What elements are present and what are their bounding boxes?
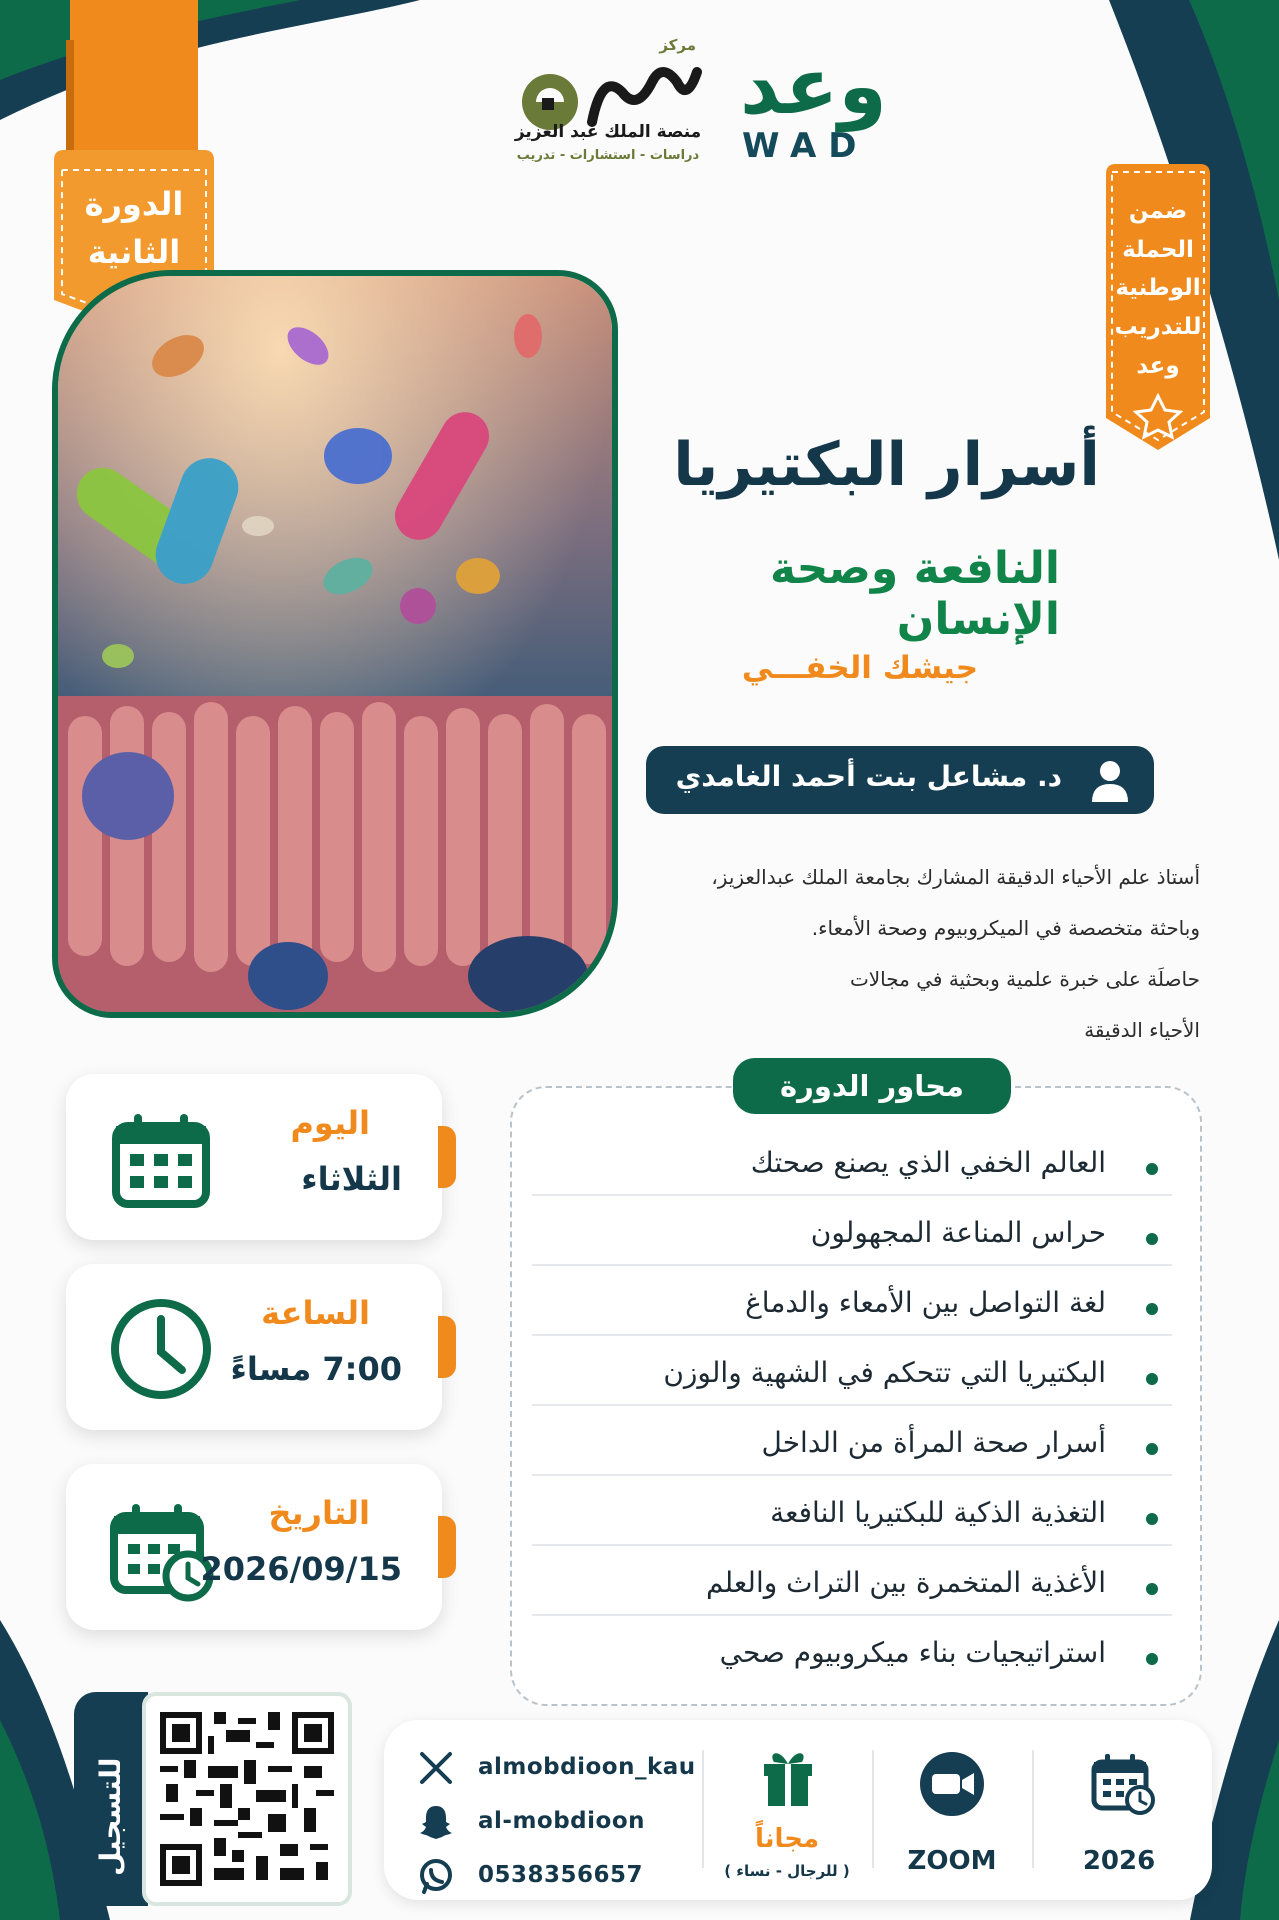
bacteria-image bbox=[58, 276, 612, 1012]
bio-line-1: أستاذ علم الأحياء الدقيقة المشارك بجامعة الملك عبدالعزيز، bbox=[711, 865, 1200, 889]
card-tab bbox=[438, 1316, 456, 1378]
topic-item bbox=[532, 1488, 1172, 1546]
mobdioon-logo bbox=[508, 30, 708, 180]
wad-logo bbox=[736, 42, 926, 168]
bullet-icon bbox=[1146, 1303, 1158, 1315]
clock-icon bbox=[106, 1294, 216, 1404]
campaign-ribbon bbox=[1098, 160, 1218, 460]
whatsapp-number: 0538356657 bbox=[478, 1862, 644, 1888]
presenter-badge bbox=[646, 746, 1154, 814]
register-label: للتسجيل bbox=[94, 1757, 127, 1877]
platform-label: ZOOM bbox=[907, 1846, 997, 1876]
qr-code-icon bbox=[160, 1710, 334, 1888]
year-label: 2026 bbox=[1082, 1846, 1156, 1876]
snapchat-handle: al-mobdioon bbox=[478, 1808, 646, 1834]
date-value: 2026/09/15 bbox=[200, 1550, 402, 1588]
year-info bbox=[1034, 1720, 1204, 1900]
free-note: ( للرجال - نساء ) bbox=[724, 1862, 850, 1880]
date-card bbox=[66, 1464, 442, 1630]
day-card bbox=[66, 1074, 442, 1240]
registration-qr-code[interactable] bbox=[142, 1692, 352, 1906]
topic-item bbox=[532, 1278, 1172, 1336]
platform-info bbox=[874, 1720, 1030, 1900]
presenter-name: د. مشاعل بنت أحمد الغامدي bbox=[675, 760, 1062, 793]
social-links bbox=[414, 1742, 696, 1904]
whatsapp-icon bbox=[416, 1856, 456, 1896]
bio-line-3: حاصلَة على خبرة علمية وبحثية في مجالات bbox=[849, 967, 1200, 991]
time-label: الساعة bbox=[261, 1294, 370, 1332]
bullet-icon bbox=[1146, 1373, 1158, 1385]
card-tab bbox=[438, 1126, 456, 1188]
calendar-clock-icon bbox=[106, 1494, 216, 1604]
mobdioon-logo-tagline: دراسات - استشارات - تدريب bbox=[516, 148, 700, 163]
wad-logo-latin: WAD bbox=[742, 126, 869, 166]
bio-line-2: وباحثة متخصصة في الميكروبيوم وصحة الأمعاء. bbox=[811, 916, 1200, 940]
time-value: 7:00 مساءً bbox=[230, 1350, 402, 1388]
gift-icon bbox=[760, 1744, 816, 1808]
topic-item bbox=[532, 1628, 1172, 1686]
topic-text: الأغذية المتخمرة بين التراث والعلم bbox=[706, 1566, 1106, 1599]
course-subtitle: النافعة وصحة الإنسان bbox=[770, 543, 1060, 645]
topics-heading: محاور الدورة bbox=[733, 1058, 1011, 1114]
bullet-icon bbox=[1146, 1443, 1158, 1455]
mobdioon-logo-top: مركز bbox=[659, 36, 696, 54]
mobdioon-logo-sub: منصة الملك عبد العزيز bbox=[514, 122, 702, 142]
snapchat-link[interactable] bbox=[414, 1796, 674, 1850]
x-handle: almobdioon_kau bbox=[478, 1754, 696, 1780]
calendar-year-icon bbox=[1090, 1750, 1156, 1816]
topic-text: العالم الخفي الذي يصنع صحتك bbox=[750, 1146, 1106, 1179]
campaign-line-1: ضمن bbox=[1128, 198, 1188, 224]
bio-line-4: الأحياء الدقيقة bbox=[1084, 1018, 1200, 1042]
bullet-icon bbox=[1146, 1163, 1158, 1175]
x-icon bbox=[416, 1748, 456, 1788]
topic-text: استراتيجيات بناء ميكروبيوم صحي bbox=[719, 1636, 1106, 1669]
topic-item bbox=[532, 1138, 1172, 1196]
calendar-icon bbox=[106, 1104, 216, 1214]
topic-item bbox=[532, 1208, 1172, 1266]
card-tab bbox=[438, 1516, 456, 1578]
free-info bbox=[704, 1720, 870, 1900]
snapchat-icon bbox=[416, 1802, 456, 1842]
topic-item bbox=[532, 1418, 1172, 1476]
day-label: اليوم bbox=[290, 1104, 370, 1142]
presenter-bio bbox=[600, 852, 1200, 1056]
bullet-icon bbox=[1146, 1233, 1158, 1245]
day-value: الثلاثاء bbox=[301, 1160, 402, 1198]
edition-line-2: الثانية bbox=[87, 233, 181, 271]
topic-item bbox=[532, 1558, 1172, 1616]
topic-item bbox=[532, 1348, 1172, 1406]
course-title: أسرار البكتيريا bbox=[673, 430, 1100, 500]
course-tagline: جيشك الخفـــي bbox=[741, 650, 979, 686]
video-camera-icon bbox=[918, 1750, 986, 1818]
topic-text: أسرار صحة المرأة من الداخل bbox=[761, 1426, 1106, 1459]
wad-logo-arabic: وعد bbox=[740, 42, 887, 132]
campaign-text bbox=[1098, 192, 1218, 385]
topic-text: البكتيريا التي تتحكم في الشهية والوزن bbox=[663, 1356, 1106, 1389]
date-label: التاريخ bbox=[268, 1494, 370, 1532]
campaign-line-3: الوطنية bbox=[1115, 275, 1201, 302]
time-card bbox=[66, 1264, 442, 1430]
topic-text: حراس المناعة المجهولون bbox=[810, 1216, 1106, 1249]
edition-line-1: الدورة bbox=[84, 185, 184, 223]
free-label: مجاناً bbox=[754, 1824, 820, 1854]
bullet-icon bbox=[1146, 1653, 1158, 1665]
campaign-line-5: وعد bbox=[1136, 352, 1180, 379]
user-icon bbox=[1086, 756, 1134, 804]
topic-text: لغة التواصل بين الأمعاء والدماغ bbox=[745, 1286, 1106, 1319]
whatsapp-link[interactable] bbox=[414, 1850, 674, 1904]
info-bar bbox=[384, 1720, 1212, 1900]
topic-text: التغذية الذكية للبكتيريا النافعة bbox=[770, 1496, 1106, 1529]
x-link[interactable] bbox=[414, 1742, 696, 1796]
campaign-line-4: للتدريب bbox=[1114, 313, 1202, 340]
bullet-icon bbox=[1146, 1583, 1158, 1595]
register-panel bbox=[74, 1692, 148, 1906]
bullet-icon bbox=[1146, 1513, 1158, 1525]
bacteria-illustration bbox=[52, 270, 618, 1018]
campaign-line-2: الحملة bbox=[1122, 236, 1194, 263]
